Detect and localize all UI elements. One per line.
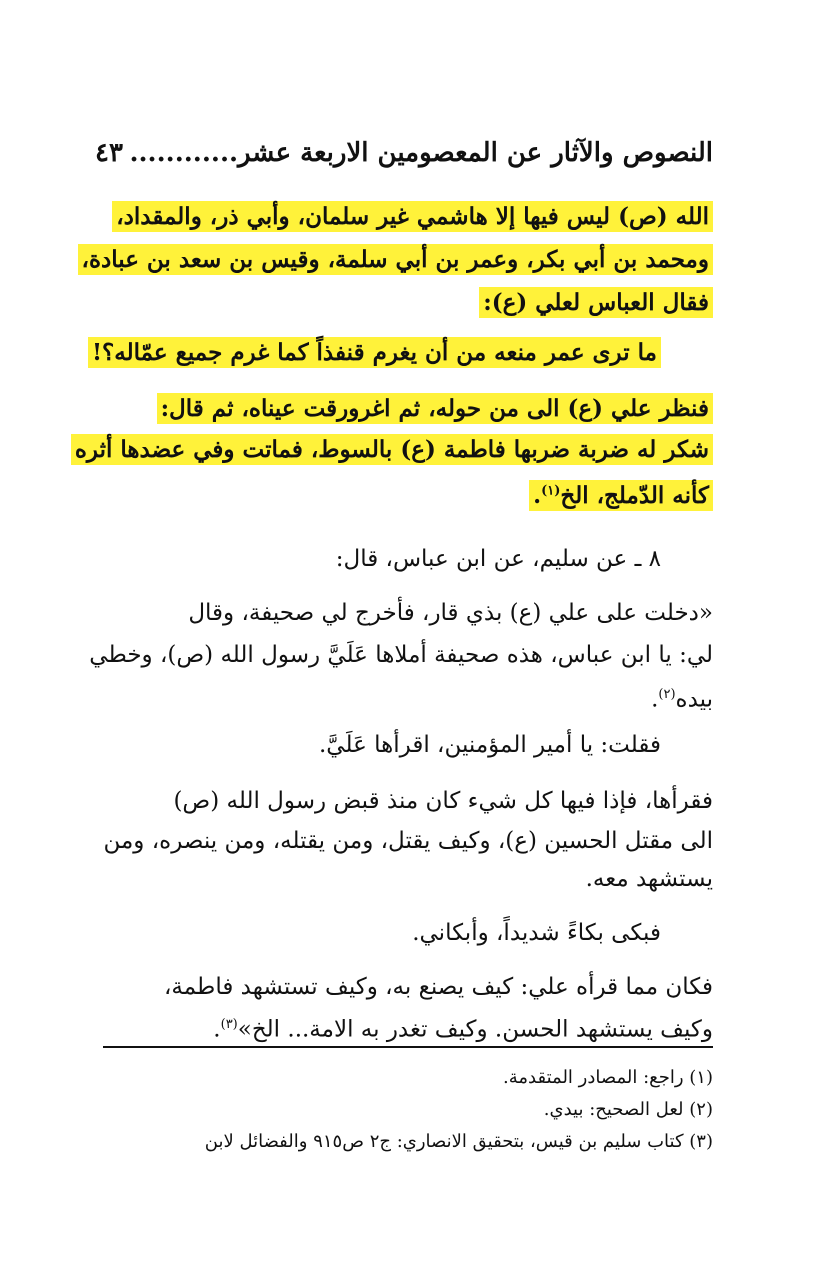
body-line: يستشهد معه. [585,866,713,892]
footnote-1: (١) راجع: المصادر المتقدمة. [503,1067,713,1088]
narration-heading: ٨ ـ عن سليم، عن ابن عباس، قال: [335,546,661,572]
highlight-line-1: الله (ص) ليس فيها إلا هاشمي غير سلمان، وأبي ذر، والمقداد، [112,198,713,236]
highlight-line-4: ما ترى عمر منعه من أن يغرم قنفذاً كما غرم جميع عمّاله؟! [88,334,661,372]
page-number: ٤٣ [95,138,123,168]
body-line: فقلت: يا أمير المؤمنين، اقرأها عَلَيَّ. [318,732,661,758]
page-header [95,138,713,168]
footnote-ref-2: (٢) [658,687,676,702]
body-line: فبكى بكاءً شديداً، وأبكاني. [412,920,661,946]
document-page [74,0,713,1280]
footnote-ref-1: (١) [541,483,561,498]
highlight-line-6: شكر له ضربة ضربها فاطمة (ع) بالسوط، فماتت وفي عضدها أثره [71,431,713,469]
body-line: بيده$^{(٢)}$. [651,686,713,713]
footnote-ref-3: (٣) [220,1017,238,1032]
highlight-line-3: فقال العباس لعلي (ع): [479,284,713,322]
footnote-2: (٢) لعل الصحيح: بيدي. [543,1099,713,1120]
body-line: وكيف يستشهد الحسن. وكيف تغدر به الامة... الخ»$^{(٣)}$. [213,1016,713,1043]
body-line: لي: يا ابن عباس، هذه صحيفة أملاها عَلَيَّ رسول الله (ص)، وخطي [89,642,713,668]
highlight-line-7: كأنه الدّملج، الخ$^{(١)}$. [529,472,713,515]
footnote-3: (٣) كتاب سليم بن قيس، بتحقيق الانصاري: ج٢ ص٩١٥ والفضائل لابن [204,1131,713,1152]
footnote-divider [103,1046,713,1048]
body-line: فكان مما قرأه علي: كيف يصنع به، وكيف تستشهد فاطمة، [163,974,713,1000]
highlight-line-2: ومحمد بن أبي بكر، وعمر بن أبي سلمة، وقيس بن سعد بن عبادة، [78,241,713,279]
running-title: النصوص والآثار عن المعصومين الاربعة عشر............ [129,138,713,168]
highlight-line-5: فنظر علي (ع) الى من حوله، ثم اغرورقت عيناه، ثم قال: [157,390,713,428]
body-line: الى مقتل الحسين (ع)، وكيف يقتل، ومن يقتله، ومن ينصره، ومن [103,828,713,854]
body-line: فقرأها، فإذا فيها كل شيء كان منذ قبض رسول الله (ص) [173,788,713,814]
body-line: «دخلت على علي (ع) بذي قار، فأخرج لي صحيفة، وقال [188,600,713,626]
